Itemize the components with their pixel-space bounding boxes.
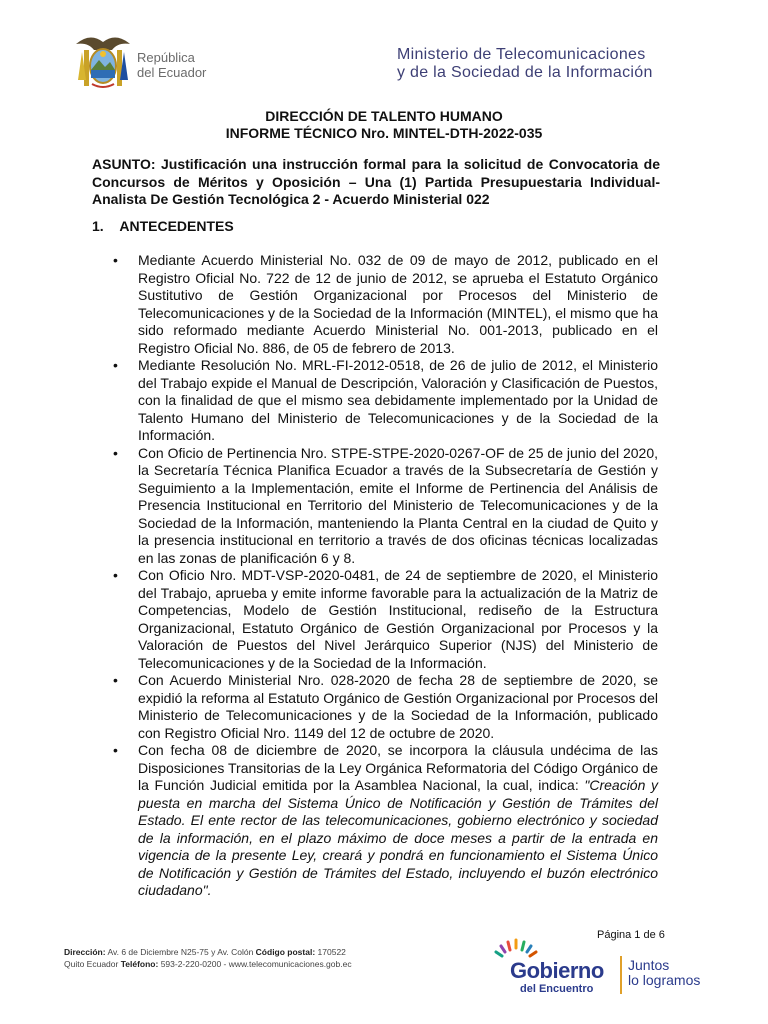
antecedentes-list (113, 252, 658, 900)
bullet-icon: • (113, 357, 118, 373)
bullet-icon: • (113, 444, 118, 461)
postal-label: Código postal: (255, 947, 316, 957)
list-item-text: Con Oficio de Pertinencia Nro. STPE-STPE-2020-0267-OF de 25 de junio del 2020, la Secretaría Técnica Planifica Ecuador a través de la Subsecretaría de Gestión y Seguimiento a la Implementación, emite el Informe de Pertinencia del Análisis de Presencia Institucional en Territorio del Ministerio de Telecomunicaciones y de la Sociedad de la Información, manteniendo la Planta Central en la ciudad de Quito y la presencia institucional en territorio a través de dos oficinas técnicas localizadas en las zonas de planificación 6 y 8. (138, 444, 658, 566)
list-item-text: Con Acuerdo Ministerial Nro. 028-2020 de fecha 28 de septiembre de 2020, se expidió la reforma al Estatuto Orgánico de Gestión Organizacional por Procesos del Ministerio de Telecomunicaciones y de la Sociedad de la Información, publicado con Registro Oficial Nro. 1149 del 12 de octubre de 2020. (138, 672, 658, 741)
slogan-line-2: lo logramos (628, 972, 701, 988)
slogan (628, 958, 700, 988)
ecuador-coat-of-arms-icon (74, 30, 132, 92)
list-item-text: Con Oficio Nro. MDT-VSP-2020-0481, de 24 de septiembre de 2020, el Ministerio del Trabajo, aprueba y emite informe favorable para la actualización de la Matriz de Competencias, Modelo de Gestión Institucional, rediseño de la Estructura Organizacional, Estatuto Orgánico de Gestión Organizacional por Procesos y la Valoración de Puestos del Nivel Jerárquico Superior (NJS) del Ministerio de Telecomunicaciones y de la Sociedad de la Información. (138, 567, 658, 671)
section-heading (92, 218, 234, 234)
subject-paragraph: ASUNTO: Justificación una instrucción formal para la solicitud de Convocatoria de Concursos de Méritos y Oposición – Una (1) Partida Presupuestaria Individual- Analista De Gestión Tecnológica 2 - Acuerdo Ministerial 022 (92, 156, 660, 207)
bullet-icon: • (113, 742, 118, 758)
ministry-name (397, 46, 653, 82)
list-item (113, 252, 658, 357)
logo-divider (620, 956, 622, 994)
list-item (113, 357, 658, 445)
republic-line-2: del Ecuador (137, 65, 207, 80)
republic-line-1: República (137, 50, 195, 65)
footer-address (64, 946, 352, 970)
list-item (113, 672, 658, 742)
ministry-line-2: y de la Sociedad de la Información (397, 64, 653, 81)
ministry-line-1: Ministerio de Telecomunicaciones (397, 46, 646, 63)
postal-value: 170522 (315, 947, 346, 957)
document-title (0, 108, 768, 142)
list-item (113, 445, 658, 568)
address-label: Dirección: (64, 947, 106, 957)
letterhead (0, 0, 768, 100)
list-item-text: Con fecha 08 de diciembre de 2020, se incorpora la cláusula undécima de las Disposiciones Transitorias de la Ley Orgánica Reformatoria del Código Orgánico de la Función Judicial emitida por la Asamblea Nacional, la cual, indica: (138, 742, 658, 793)
title-line-2: INFORME TÉCNICO Nro. MINTEL-DTH-2022-035 (225, 125, 543, 141)
gobierno-wordmark: Gobierno (510, 958, 604, 983)
quoted-text: "Creación y puesta en marcha del Sistema Único de Notificación y Gestión de Trámites del Estado. El ente rector de las telecomunicaciones, gobierno electrónico y sociedad de la información, en el plazo máximo de doce meses a partir de la entrada en vigencia de la presente Ley, creará y pondrá en funcionamiento el Sistema Único de Notificación y Gestión de Trámites del Estado, incluyendo el buzón electrónico ciudadano". (138, 777, 659, 898)
bullet-icon: • (113, 672, 118, 688)
page-number: Página 1 de 6 (597, 929, 665, 941)
republic-name (137, 50, 206, 80)
phone-value: 593-2-220-0200 - www.telecomunicaciones.gob.ec (158, 959, 352, 969)
phone-label: Teléfono: (120, 959, 159, 969)
section-title: ANTECEDENTES (119, 218, 234, 234)
address-value: Av. 6 de Diciembre N25-75 y Av. Colón (105, 947, 256, 957)
title-line-1: DIRECCIÓN DE TALENTO HUMANO (265, 108, 503, 124)
list-item (113, 567, 658, 672)
list-item-text: Mediante Resolución No. MRL-FI-2012-0518, de 26 de julio de 2012, el Ministerio del Trabajo expide el Manual de Descripción, Valoración y Clasificación de Puestos, con la finalidad de que el mismo sea debidamente implementado por la Unidad de Talento Humano del Ministerio de Telecomunicaciones y de la Sociedad de la Información. (138, 357, 658, 443)
slogan-line-1: Juntos (628, 957, 670, 973)
bullet-icon: • (113, 567, 118, 583)
bullet-icon: • (113, 252, 118, 268)
list-item (113, 742, 658, 900)
list-item-text: Mediante Acuerdo Ministerial No. 032 de 09 de mayo de 2012, publicado en el Registro Oficial No. 722 de 12 de junio de 2012, se aprueba el Estatuto Orgánico Sustitutivo de Gestión Organizacional por Procesos del Ministerio de Telecomunicaciones y de la Sociedad de la Información (MINTEL), el mismo que ha sido reformado mediante Acuerdo Ministerial No. 001-2013, publicado en el Registro Oficial No. 886, de 05 de febrero de 2013. (138, 252, 658, 356)
city-value: Quito Ecuador (64, 959, 121, 969)
gobierno-subtitle: del Encuentro (520, 983, 594, 995)
section-number: 1. (92, 218, 104, 234)
